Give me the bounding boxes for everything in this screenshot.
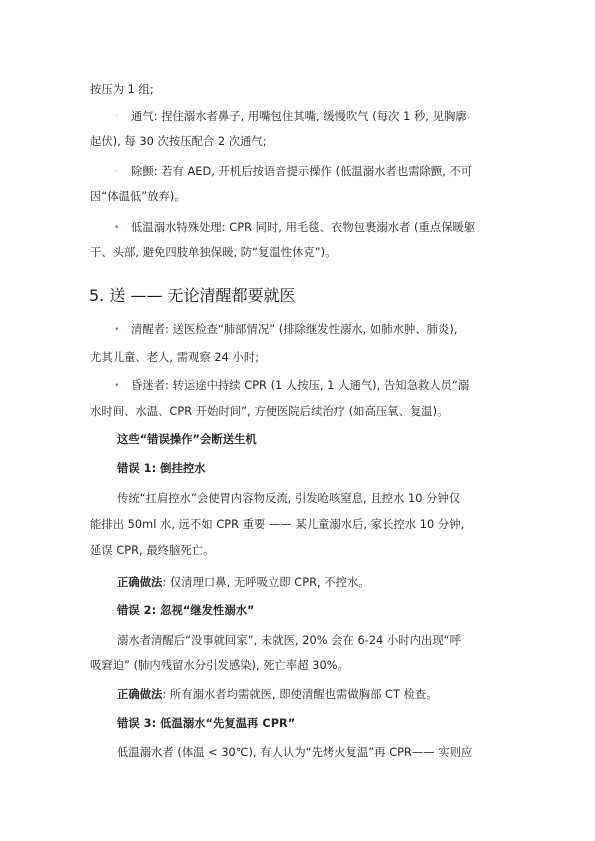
correct-label: 正确做法	[117, 688, 163, 701]
list-item-ventilation: 通气: 捏住溺水者鼻子, 用嘴包住其嘴, 缓慢吹气 (每次 1 秒, 见胸廓	[131, 110, 467, 123]
solid-bullet-icon: •	[114, 223, 120, 233]
error-title-3: 错误 3: 低温溺水“先复温再 CPR”	[117, 717, 296, 730]
paragraph-line: 尤其儿童、老人, 需观察 24 小时;	[90, 351, 260, 364]
list-item-unconscious: 昏迷者: 转运途中持续 CPR (1 人按压, 1 人通气), 告知急救人员“溺	[131, 379, 470, 392]
solid-bullet-icon: •	[114, 325, 120, 335]
paragraph-line: 水时间、水温、CPR 开始时间”, 方便医院后续治疗 (如高压氧、复温)。	[90, 405, 449, 418]
paragraph-line: 干、头部, 避免四肢单独保暖, 防“复温性休克”)。	[90, 246, 337, 259]
section-heading: 5. 送 —— 无论清醒都要就医	[89, 286, 296, 305]
paragraph-line: 溺水者清醒后“没事就回家”, 未就医, 20% 会在 6-24 小时内出现“呼	[117, 634, 461, 647]
correct-label: 正确做法	[117, 576, 163, 589]
paragraph-line: 因“体温低”放弃)。	[90, 190, 186, 203]
correct-text: : 所有溺水者均需就医, 即使清醒也需做胸部 CT 检查。	[162, 688, 438, 701]
list-item-conscious: 清醒者: 送医检查“肺部情况” (排除继发性溺水, 如肺水肿、肺炎),	[131, 323, 458, 336]
paragraph-line: 传统“扛肩控水”会使胃内容物反流, 引发呛咳窒息, 且控水 10 分钟仅	[117, 492, 461, 505]
correct-practice-1	[117, 575, 507, 591]
correct-practice-2	[117, 687, 507, 703]
paragraph-line: 按压为 1 组;	[90, 83, 154, 96]
hollow-bullet-icon: ◦	[114, 167, 120, 177]
paragraph-line: 低温溺水者 (体温 < 30℃), 有人认为“先烤火复温”再 CPR—— 实则应	[117, 746, 473, 759]
paragraph-line: 能排出 50ml 水, 远不如 CPR 重要 —— 某儿童溺水后, 家长控水 10 分钟,	[90, 518, 465, 531]
error-title-1: 错误 1: 倒挂控水	[117, 462, 206, 475]
correct-text: : 仅清理口鼻, 无呼吸立即 CPR, 不控水。	[162, 576, 370, 589]
subheading-errors: 这些“错误操作”会断送生机	[117, 433, 257, 446]
paragraph-line: 吸窘迫” (肺内残留水分引发感染), 死亡率超 30%。	[90, 659, 349, 672]
paragraph-line: 起伏), 每 30 次按压配合 2 次通气;	[90, 135, 267, 148]
paragraph-line: 延误 CPR, 最终脑死亡。	[90, 544, 215, 557]
solid-bullet-icon: •	[114, 381, 120, 391]
error-title-2: 错误 2: 忽视“继发性溺水”	[117, 604, 255, 617]
list-item-defibrillation: 除颤: 若有 AED, 开机后按语音提示操作 (低温溺水者也需除颤, 不可	[131, 165, 473, 178]
hollow-bullet-icon: ◦	[114, 112, 120, 122]
list-item-hypothermia: 低温溺水特殊处理: CPR 同时, 用毛毯、衣物包裹溺水者 (重点保暖躯	[131, 221, 476, 234]
